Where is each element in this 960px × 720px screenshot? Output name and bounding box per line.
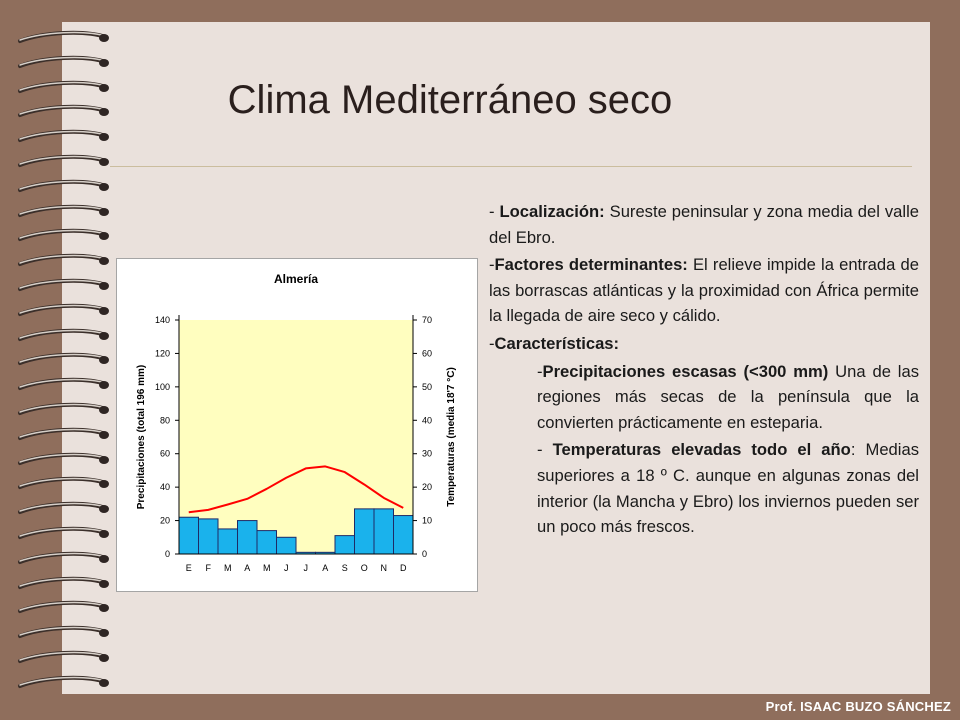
binding-coil [14,402,110,418]
binding-coil [14,352,110,368]
location-label: Localización: [499,202,605,221]
characteristics-label: Características: [494,333,620,353]
month-label: D [400,563,407,573]
precipitation-text: Una de las regiones más secas de la península que la convierten prácticamente en esteparia. [537,361,919,432]
month-label: M [263,563,271,573]
right-tick-label: 0 [422,549,428,559]
binding-coil [14,328,110,344]
month-label: M [224,563,232,573]
precip-bar [199,519,219,554]
right-tick-label: 30 [422,448,433,459]
binding-coil [14,650,110,666]
precip-bar [335,536,355,554]
binding-coil [14,501,110,517]
precip-bar [257,531,277,554]
precipitation-paragraph: -Precipitaciones escasas (<300 mm) Una de las regiones más secas de la península que la convierten prácticamente en esteparia. [537,361,919,432]
location-text: Sureste peninsular y zona media del valle del Ebro. [489,202,919,247]
author-footer: Prof. ISAAC BUZO SÁNCHEZ [765,699,951,714]
month-label: A [322,563,329,573]
month-label: A [244,563,251,573]
precip-bar [277,537,297,554]
binding-coil [14,675,110,691]
month-label: F [205,563,211,573]
binding-coil [14,179,110,195]
precip-bar [355,509,375,554]
left-tick-label: 20 [159,515,170,526]
binding-coil [14,526,110,542]
month-label: S [341,563,348,573]
right-tick-label: 60 [422,348,433,359]
factors-text: El relieve impide la entrada de las borrascas atlánticas y la proximidad con África permite la llegada de aire seco y cálido. [489,255,919,326]
month-label: E [185,563,192,573]
month-label: N [380,563,387,573]
climate-chart-svg [117,259,477,591]
precip-bar [374,509,394,554]
month-label: J [303,563,308,573]
slide-title: Clima Mediterráneo seco [227,78,673,122]
precip-bar [238,521,258,554]
left-tick-label: 80 [159,415,170,426]
binding-coil [14,576,110,592]
title-divider [110,166,912,167]
right-axis-title: Temperaturas (media 18'7 °C) [446,367,457,507]
binding-coil [14,278,110,294]
precip-bar [179,517,199,554]
right-tick-label: 70 [422,315,433,325]
binding-coil [14,427,110,443]
binding-coil [14,253,110,269]
left-tick-label: 0 [164,549,170,559]
right-tick-label: 40 [422,415,433,426]
right-tick-label: 10 [422,515,433,526]
binding-coil [14,600,110,616]
temperature-label: Temperaturas elevadas todo el año [552,440,851,460]
binding-coil [14,204,110,220]
left-tick-label: 40 [159,482,170,493]
content-text [489,199,919,542]
binding-coil [14,377,110,393]
factors-paragraph: -Factores determinantes: El relieve impide la entrada de las borrascas atlánticas y la proximidad con África permite la llegada de aire seco y cálido. [489,255,919,326]
precip-bar [218,529,238,554]
binding-coil [14,625,110,641]
binding-coil [14,303,110,319]
precipitation-label: Precipitaciones escasas (<300 mm) [542,361,829,381]
location-paragraph: - Localización: Sureste peninsular y zona media del valle del Ebro. [489,202,919,247]
temperature-text: : Medias superiores a 18 º C. aunque en algunas zonas del interior (la Mancha y Ebro) los inviernos pueden ser un poco más frescos. [537,440,919,537]
binding-coil [14,476,110,492]
left-axis-title: Precipitaciones (total 196 mm) [136,364,147,510]
chart-title: Almería [273,272,319,286]
right-tick-label: 20 [422,482,433,493]
binding-coil [14,551,110,567]
binding-coil [14,154,110,170]
month-label: J [284,563,289,573]
right-tick-label: 50 [422,381,433,392]
left-tick-label: 100 [154,381,170,392]
month-label: O [360,563,368,573]
binding-coil [14,129,110,145]
left-tick-label: 140 [154,315,170,325]
binding-coil [14,55,110,71]
binding-coil [14,30,110,46]
characteristics-paragraph: -Características: [489,333,620,353]
precip-bar [394,516,414,554]
temperature-paragraph: - Temperaturas elevadas todo el año: Medias superiores a 18 º C. aunque en algunas zonas del interior (la Mancha y Ebro) los inviernos pueden ser un poco más frescos. [537,440,919,537]
binding-coil [14,452,110,468]
climate-chart [116,258,478,592]
factors-label: Factores determinantes: [494,255,688,275]
left-tick-label: 120 [154,348,170,359]
left-tick-label: 60 [159,448,170,459]
binding-coil [14,228,110,244]
